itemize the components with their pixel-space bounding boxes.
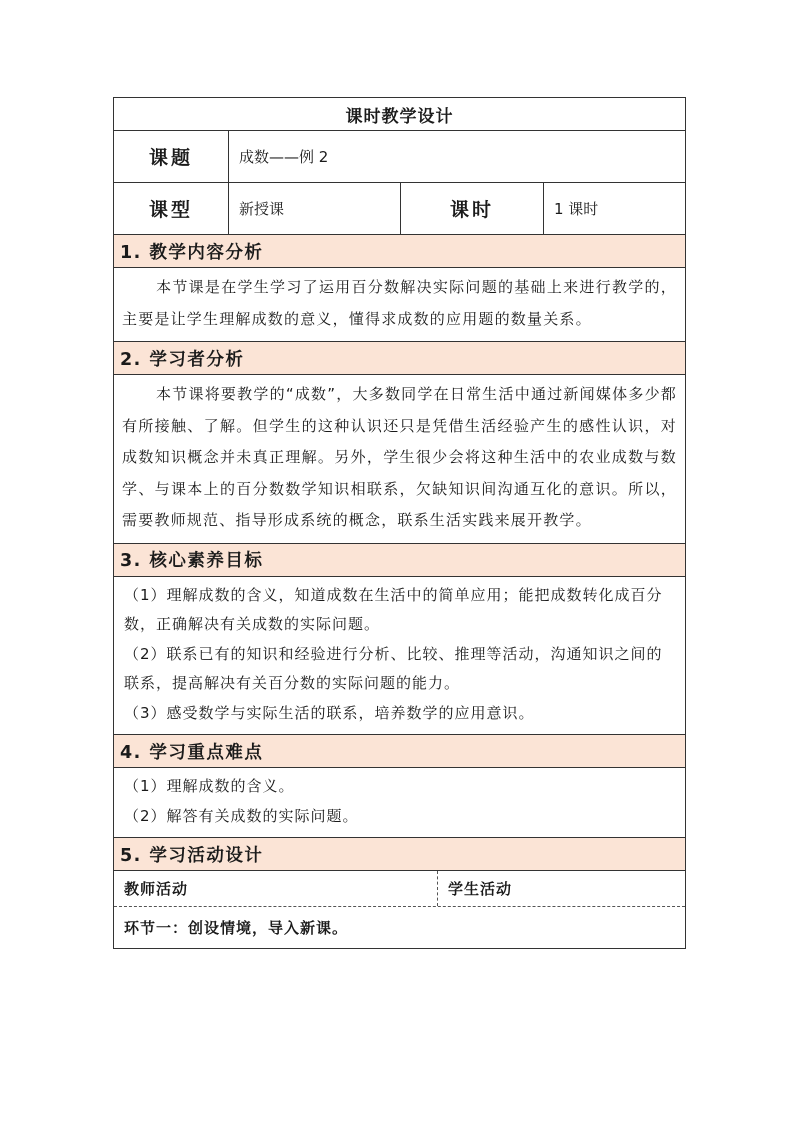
student-activity-header: 学生活动 [437,871,685,906]
section-paragraph [114,375,685,543]
section-heading: 4. 学习重点难点 [114,734,685,767]
paragraph-text: 本节课将要教学的“成数”，大多数同学在日常生活中通过新闻媒体多少都有所接触、了解。但学生的这种认识还只是凭借生活经验产生的感性认识，对成数知识概念并未真正理解。另外，学生很少会将这种生活中的农业成数与数学、与课本上的百分数数学知识相联系，欠缺知识间沟通互化的意识。所以，需要教师规范、指导形成系统的概念，联系生活实践来展开教学。 [122,385,677,529]
objective-list [114,577,685,735]
list-item: （1）理解成数的含义。 [124,777,295,795]
topic-value: 成数——例 2 [228,131,685,182]
hours-label: 课时 [400,183,543,234]
section-body [114,267,685,341]
type-label: 课型 [148,199,193,221]
list-item: （3）感受数学与实际生活的联系，培养数学的应用意识。 [124,703,535,722]
section-body [114,767,685,837]
hours-value: 1 课时 [543,183,685,234]
type-row [114,182,685,234]
type-value: 新授课 [228,183,400,234]
section-body [114,374,685,543]
paragraph-text: 本节课是在学生学习了运用百分数解决实际问题的基础上来进行教学的，主要是让学生理解成数的意义，懂得求成数的应用题的数量关系。 [122,278,677,328]
list-item: （2）解答有关成数的实际问题。 [124,806,359,825]
list-item: （1）理解成数的含义，知道成数在生活中的简单应用；能把成数转化成百分数，正确解决有关成数的实际问题。 [124,585,663,633]
activity-step-1: 环节一：创设情境，导入新课。 [114,906,685,948]
teacher-activity-header: 教师活动 [124,880,189,898]
key-points-list [114,768,685,837]
section-body [114,576,685,735]
section-paragraph [114,268,685,341]
activity-header-row [114,870,685,906]
section-heading: 2. 学习者分析 [114,341,685,374]
table-title: 课时教学设计 [345,106,454,127]
section-heading: 5. 学习活动设计 [114,837,685,870]
section-heading: 1. 教学内容分析 [114,234,685,267]
topic-row [114,130,685,182]
list-item: （2）联系已有的知识和经验进行分析、比较、推理等活动，沟通知识之间的联系，提高解决有关百分数的实际问题的能力。 [124,644,663,692]
lesson-plan-table [113,97,686,949]
section-heading: 3. 核心素养目标 [114,543,685,576]
topic-label: 课题 [148,147,193,169]
